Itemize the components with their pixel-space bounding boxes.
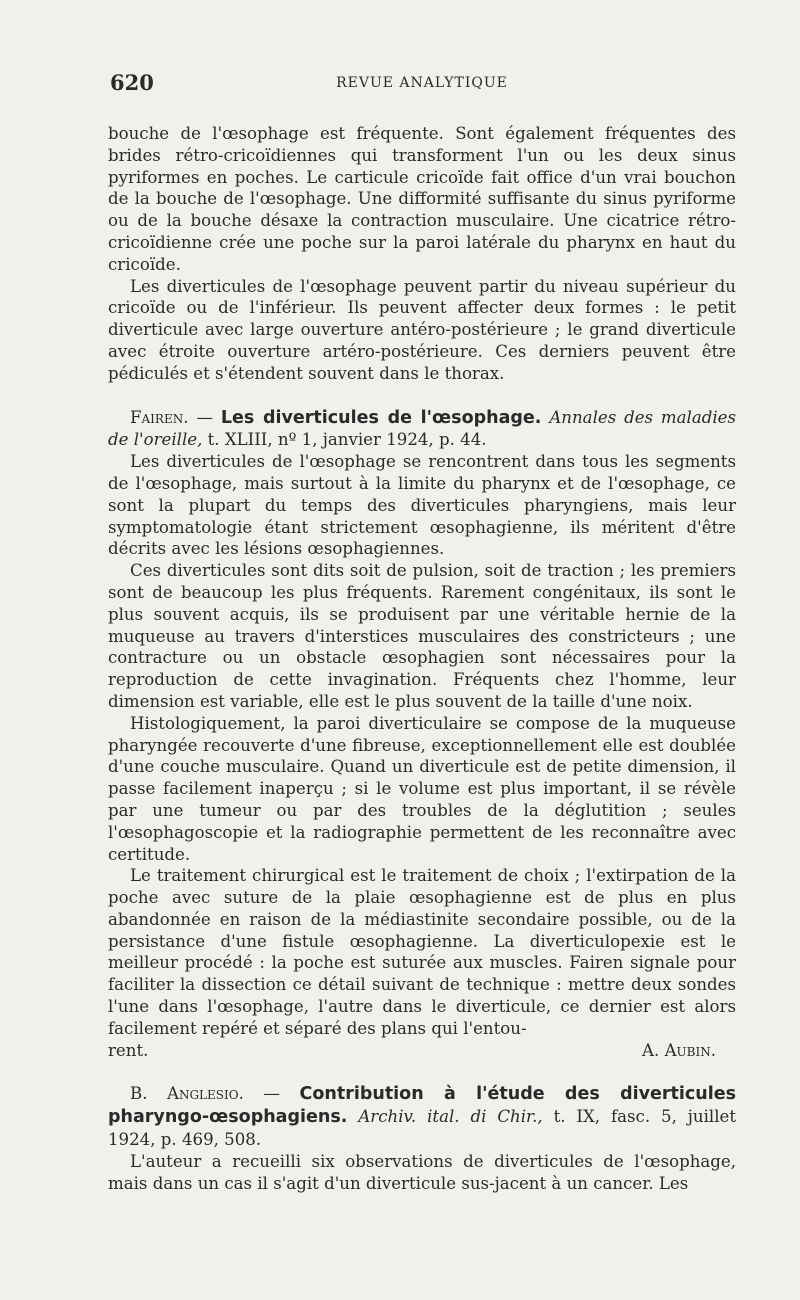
entry-journal: Archiv. ital. di Chir.,	[358, 1107, 543, 1127]
paragraph-end: rent.	[108, 1040, 149, 1060]
paragraph: bouche de l'œsophage est fréquente. Sont également fréquentes des brides rétro-cricoïdiennes qui transforment l'un ou les deux sinus pyriformes en poches. Le carticule cricoïde fait office d'un vrai bouchon de la bouche de l'œsophage. Une difformité suffisante du sinus pyriforme ou de la bouche désaxe la contraction musculaire. Une cicatrice rétro-cricoïdienne crée une poche sur la paroi latérale du pharynx en haut du cricoïde.	[108, 124, 736, 274]
running-head: REVUE ANALYTIQUE	[336, 75, 508, 91]
signature-line	[108, 1040, 736, 1062]
entry-citation: t. XLIII, nº 1, janvier 1924, p. 44.	[202, 430, 487, 450]
entry-author: Fairen.	[130, 407, 189, 427]
review-entry-heading	[108, 407, 736, 452]
page-number: 620	[110, 70, 154, 95]
paragraph: Le traitement chirurgical est le traitement de choix ; l'extirpation de la poche avec suture de la plaie œsophagienne est de plus en plus abandonnée en raison de la médiastinite secondaire possible, ou de la persistance d'une fistule œsophagienne. La diverticulopexie est le meilleur procédé : la poche est suturée aux muscles. Fairen signale pour faciliter la dissection ce détail suivant de technique : mettre deux sondes l'une dans l'œsophage, l'autre dans le diverticule, ce dernier est alors facilement repéré et séparé des plans qui l'entou-	[108, 866, 736, 1038]
entry-dash: —	[188, 407, 221, 427]
entry-title: Les diverticules de l'œsophage.	[220, 407, 542, 428]
entry-dash: —	[243, 1084, 300, 1104]
entry-citation: t. IX, fasc. 5, juillet 1924, p. 469, 508.	[108, 1107, 737, 1150]
entry-journal: Annales des maladies de l'oreille,	[108, 407, 736, 450]
paragraph: Les diverticules de l'œsophage peuvent partir du niveau supérieur du cricoïde ou de l'inférieur. Ils peuvent affecter deux formes : le petit diverticule avec large ouverture antéro-postérieure ; le grand diverticule avec étroite ouverture artéro-postérieure. Ces derniers peuvent être pédiculés et s'étendent souvent dans le thorax.	[108, 276, 736, 383]
entry-author: B. Anglesio.	[130, 1084, 244, 1104]
page-header	[108, 70, 736, 98]
review-entry-heading	[108, 1083, 736, 1150]
page	[108, 70, 736, 1194]
paragraph: Les diverticules de l'œsophage se rencontrent dans tous les segments de l'œsophage, mais surtout à la limite du pharynx et de l'œsophage, ce sont la plupart du temps des diverticules pharyngiens, mais leur symptomatologie étant strictement œsophagienne, ils méritent d'être décrits avec les lésions œsophagiennes.	[108, 452, 736, 559]
paragraph: L'auteur a recueilli six observations de diverticules de l'œsophage, mais dans un cas il s'agit d'un diverticule sus-jacent à un cancer. Les	[108, 1151, 736, 1193]
paragraph: Histologiquement, la paroi diverticulaire se compose de la muqueuse pharyngée recouverte d'une fibreuse, exceptionnellement elle est doublée d'une couche musculaire. Quand un diverticule est de petite dimension, il passe facilement inaperçu ; si le volume est plus important, il se révèle par une tumeur ou par des troubles de la déglutition ; seules l'œsophagoscopie et la radiographie permettent de les reconnaître avec certitude.	[108, 713, 736, 864]
reviewer-signature: A. Aubin.	[642, 1040, 716, 1060]
article-body	[108, 123, 736, 1194]
paragraph: Ces diverticules sont dits soit de pulsion, soit de traction ; les premiers sont de beaucoup les plus fréquents. Rarement congénitaux, ils sont le plus souvent acquis, ils se produisent par une véritable hernie de la muqueuse au travers d'interstices musculaires des constricteurs ; une contracture ou un obstacle œsophagien sont nécessaires pour la reproduction de cette invagination. Fréquents chez l'homme, leur dimension est variable, elle est le plus souvent de la taille d'une noix.	[108, 561, 736, 711]
entry-title: Contribution à l'étude des diverticules pharyngo-œsophagiens.	[108, 1084, 736, 1128]
